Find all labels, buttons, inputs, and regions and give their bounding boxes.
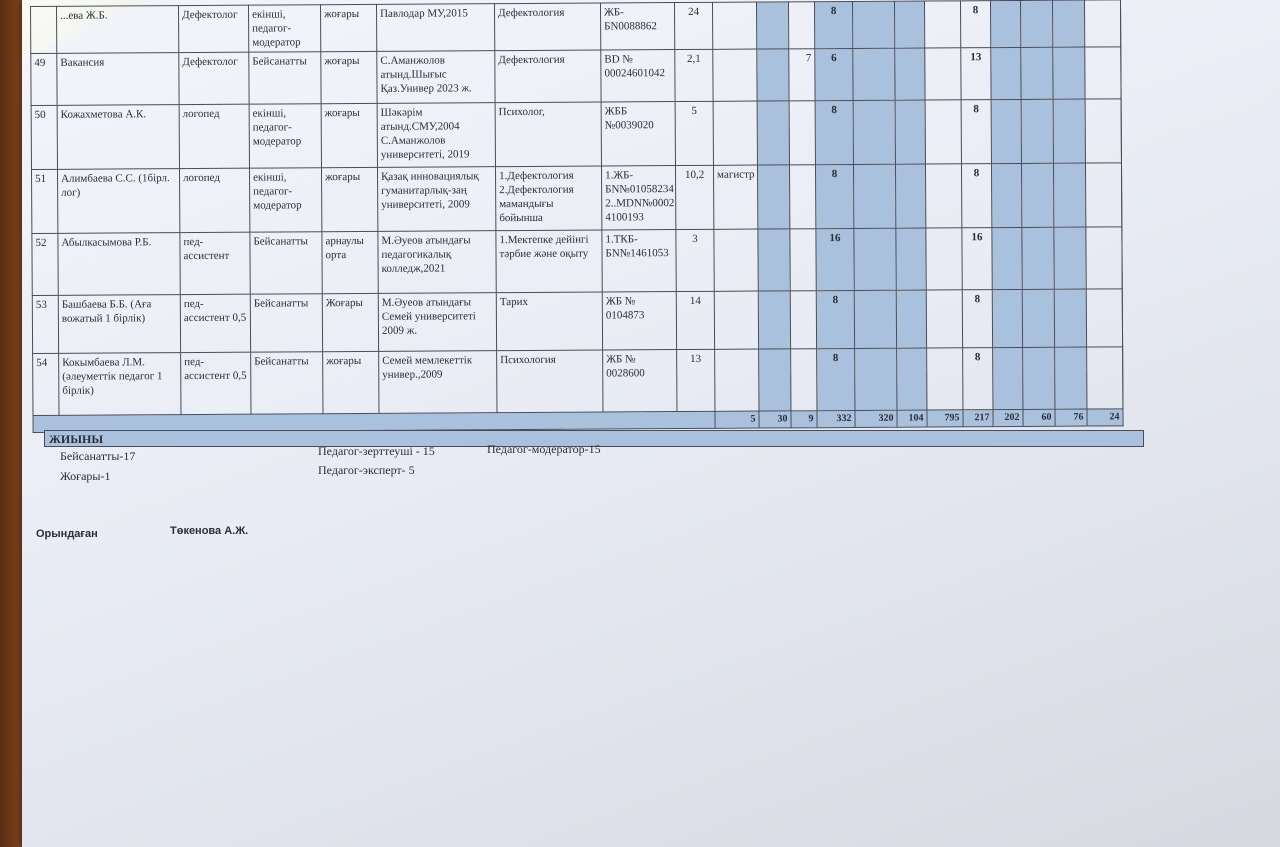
- table-row: [32, 289, 1122, 354]
- experience-cell: 24: [674, 2, 712, 49]
- hours-cell: 8: [817, 348, 855, 410]
- degree-cell: [714, 229, 758, 291]
- position-cell: Дефектолог: [179, 5, 249, 52]
- row-number: 52: [32, 233, 58, 295]
- position-cell: логопед: [179, 168, 249, 232]
- specialty-cell: Психология: [497, 350, 603, 413]
- row-number: 50: [31, 105, 57, 169]
- hours-cell: 16: [816, 228, 854, 290]
- col-cell: [759, 349, 791, 411]
- institution-cell: С.Аманжолов атынд.Шығыс Қаз.Универ 2023 ж.: [377, 51, 495, 104]
- diploma-cell: 1.ТКБ-БN№1461053: [602, 230, 676, 292]
- hours-cell: 8: [815, 100, 853, 164]
- experience-cell: 2,1: [675, 49, 713, 101]
- position-cell: пед-ассистент 0,5: [180, 294, 250, 352]
- category-cell: Бейсанатты: [250, 232, 322, 294]
- specialty-cell: 1.Мектепке дейінгі тәрбие және оқыту: [496, 230, 602, 293]
- table-row: [32, 227, 1122, 296]
- experience-cell: 14: [676, 291, 714, 349]
- blank-cell: [992, 227, 1022, 289]
- education-cell: арнаулы орта: [322, 231, 378, 293]
- blank-cell: [897, 348, 927, 410]
- name-cell: Абылкасымова Р.Б.: [58, 233, 180, 296]
- blank-cell: [1053, 47, 1085, 99]
- note-higher: Жоғары-1: [60, 469, 111, 483]
- blank-cell: [991, 99, 1021, 163]
- institution-cell: М.Әуеов атындағы Семей университеті 2009 ж.: [378, 293, 496, 352]
- position-cell: пед-ассистент: [180, 232, 250, 294]
- institution-cell: Павлодар МУ,2015: [376, 4, 494, 52]
- institution-cell: М.Әуеов атындағы педагогикалық колледж,2021: [378, 231, 496, 294]
- row-number: [31, 6, 57, 53]
- blank-cell: [852, 1, 894, 48]
- col-cell: [790, 229, 816, 291]
- specialty-cell: Тарих: [496, 292, 602, 351]
- blank-cell: [894, 1, 924, 48]
- category-cell: екінші, педагог-модератор: [249, 168, 321, 232]
- blank-cell: [1020, 0, 1052, 47]
- position-cell: Дефектолог: [179, 52, 249, 104]
- total-cell: 30: [759, 411, 791, 428]
- total-cell: 104: [897, 410, 927, 427]
- col-cell: [757, 101, 789, 165]
- name-cell: Вакансия: [57, 53, 179, 106]
- blank-cell: [895, 48, 925, 100]
- education-cell: Жоғары: [322, 293, 378, 351]
- note-uncategorized: Бейсанатты-17: [60, 449, 136, 463]
- total-hours-cell: 16: [962, 228, 992, 290]
- note-moderator: Педагог-модератор-15: [487, 442, 601, 456]
- blank-cell: [990, 0, 1020, 47]
- col-cell: [789, 101, 815, 165]
- blank-cell: [1021, 47, 1053, 99]
- degree-cell: [714, 291, 758, 349]
- blank-cell: [1021, 99, 1053, 163]
- col-cell: [757, 49, 789, 101]
- blank-cell: [853, 48, 895, 100]
- note-researcher: Педагог-зерттеуші - 15: [318, 444, 435, 458]
- degree-cell: [713, 49, 757, 101]
- diploma-cell: ЖБ-БN0088862: [600, 3, 674, 50]
- blank-cell: [992, 289, 1022, 347]
- education-cell: жоғары: [321, 167, 377, 231]
- blank-cell: [924, 1, 960, 48]
- blank-cell: [1085, 99, 1121, 163]
- total-cell: 76: [1055, 409, 1087, 426]
- blank-cell: [991, 163, 1021, 227]
- name-cell: Башбаева Б.Б. (Аға вожатый 1 бірлік): [58, 295, 180, 354]
- col-cell: [788, 2, 814, 49]
- institution-cell: Қазақ инновациялық гуманитарлық-заң университеті, 2009: [377, 167, 495, 232]
- experience-cell: 13: [677, 349, 715, 411]
- blank-cell: [1054, 289, 1086, 347]
- blank-cell: [895, 164, 925, 228]
- table-row: [31, 99, 1121, 170]
- total-hours-cell: 8: [963, 348, 993, 410]
- blank-cell: [854, 290, 896, 348]
- total-cell: 795: [927, 410, 963, 427]
- category-cell: Бейсанатты: [250, 294, 322, 352]
- total-hours-cell: 8: [961, 164, 991, 228]
- name-cell: Кокымбаева Л.М. (әлеуметтік педагог 1 бірлік): [59, 353, 181, 416]
- staff-table: [30, 0, 1124, 433]
- row-number: 54: [33, 353, 59, 415]
- diploma-cell: ЖБ № 0104873: [602, 292, 676, 350]
- blank-cell: [1021, 163, 1053, 227]
- diploma-cell: BD № 00024601042: [601, 50, 675, 102]
- blank-cell: [855, 348, 897, 410]
- col-cell: [758, 291, 790, 349]
- total-hours-cell: 8: [961, 100, 991, 164]
- degree-cell: [715, 349, 759, 411]
- document-sheet: [22, 0, 1280, 847]
- signature-name: Төкенова А.Ж.: [170, 525, 249, 537]
- name-cell: Алимбаева С.С. (1бірл. лог): [57, 169, 179, 234]
- col-cell: [791, 349, 817, 411]
- table-row: [33, 347, 1123, 416]
- total-cell: 332: [817, 410, 855, 427]
- blank-cell: [1053, 163, 1085, 227]
- blank-cell: [925, 48, 961, 100]
- experience-cell: 5: [675, 101, 713, 165]
- col-cell: [756, 2, 788, 49]
- signature-label: Орындаған: [36, 528, 98, 540]
- row-number: 51: [31, 169, 57, 233]
- degree-cell: [712, 2, 756, 49]
- degree-cell: [713, 101, 757, 165]
- blank-cell: [895, 100, 925, 164]
- blank-cell: [1054, 227, 1086, 289]
- total-hours-cell: 13: [961, 48, 991, 100]
- category-cell: Бейсанатты: [249, 52, 321, 104]
- note-expert: Педагог-эксперт- 5: [318, 463, 415, 477]
- education-cell: жоғары: [323, 351, 379, 413]
- diploma-cell: ЖБ № 0028600: [603, 350, 677, 412]
- experience-cell: 3: [676, 229, 714, 291]
- blank-cell: [991, 47, 1021, 99]
- blank-cell: [1053, 99, 1085, 163]
- name-cell: ...ева Ж.Б.: [57, 6, 179, 54]
- blank-cell: [1085, 47, 1121, 99]
- blank-cell: [1086, 289, 1122, 347]
- total-cell: 9: [791, 411, 817, 428]
- totals-label: ЖИЫНЫ: [44, 430, 1144, 447]
- total-cell: 5: [715, 411, 759, 428]
- education-cell: жоғары: [320, 4, 376, 51]
- total-cell: 24: [1087, 409, 1123, 426]
- blank-cell: [1052, 0, 1084, 47]
- specialty-cell: 1.Дефектология 2.Дефектология мамандығы бойынша: [495, 166, 601, 231]
- blank-cell: [1087, 347, 1123, 409]
- blank-cell: [1023, 347, 1055, 409]
- education-cell: жоғары: [321, 103, 377, 167]
- diploma-cell: 1.ЖБ-БN№01058234 2..MDN№0002 4100193: [601, 166, 675, 230]
- category-cell: екінші, педагог-модератор: [248, 5, 320, 52]
- total-cell: 60: [1023, 409, 1055, 426]
- blank-cell: [993, 347, 1023, 409]
- blank-cell: [1022, 289, 1054, 347]
- total-hours-cell: 8: [962, 290, 992, 348]
- institution-cell: Семей мемлекеттік универ.,2009: [379, 351, 497, 414]
- total-hours-cell: 8: [960, 1, 990, 48]
- experience-cell: 10,2: [675, 165, 713, 229]
- total-cell: 320: [855, 410, 897, 427]
- name-cell: Кожахметова А.К.: [57, 105, 179, 170]
- blank-cell: [1022, 227, 1054, 289]
- education-cell: жоғары: [321, 51, 377, 103]
- position-cell: логопед: [179, 104, 249, 168]
- table-row: [31, 0, 1121, 53]
- specialty-cell: Дефектология: [494, 3, 600, 51]
- hours-cell: 8: [816, 290, 854, 348]
- blank-cell: [896, 290, 926, 348]
- institution-cell: Шәкәрім атынд.СМУ,2004 С.Аманжолов университеті, 2019: [377, 103, 495, 168]
- table-row: [31, 163, 1121, 234]
- blank-cell: [925, 164, 961, 228]
- diploma-cell: ЖББ №0039020: [601, 102, 675, 166]
- row-number: 53: [32, 295, 58, 353]
- category-cell: екінші, педагог-модератор: [249, 104, 321, 168]
- hours-cell: 8: [815, 164, 853, 228]
- blank-cell: [854, 228, 896, 290]
- blank-cell: [896, 228, 926, 290]
- col-cell: 7: [789, 49, 815, 101]
- blank-cell: [1085, 163, 1121, 227]
- blank-cell: [853, 100, 895, 164]
- position-cell: пед-ассистент 0,5: [181, 352, 251, 414]
- degree-cell: магистр: [713, 165, 757, 229]
- blank-cell: [926, 228, 962, 290]
- col-cell: [789, 165, 815, 229]
- hours-cell: 6: [815, 48, 853, 100]
- blank-cell: [1055, 347, 1087, 409]
- col-cell: [790, 291, 816, 349]
- blank-cell: [925, 100, 961, 164]
- hours-cell: 8: [814, 1, 852, 48]
- blank-cell: [1086, 227, 1122, 289]
- blank-cell: [853, 164, 895, 228]
- col-cell: [758, 229, 790, 291]
- row-number: 49: [31, 53, 57, 105]
- category-cell: Бейсанатты: [251, 352, 323, 414]
- total-cell: 217: [963, 410, 993, 427]
- blank-cell: [926, 290, 962, 348]
- table-row: [31, 47, 1121, 106]
- specialty-cell: Дефектология: [495, 50, 601, 103]
- blank-cell: [927, 348, 963, 410]
- col-cell: [757, 165, 789, 229]
- total-cell: 202: [993, 409, 1023, 426]
- specialty-cell: Психолог,: [495, 102, 601, 167]
- blank-cell: [1084, 0, 1120, 47]
